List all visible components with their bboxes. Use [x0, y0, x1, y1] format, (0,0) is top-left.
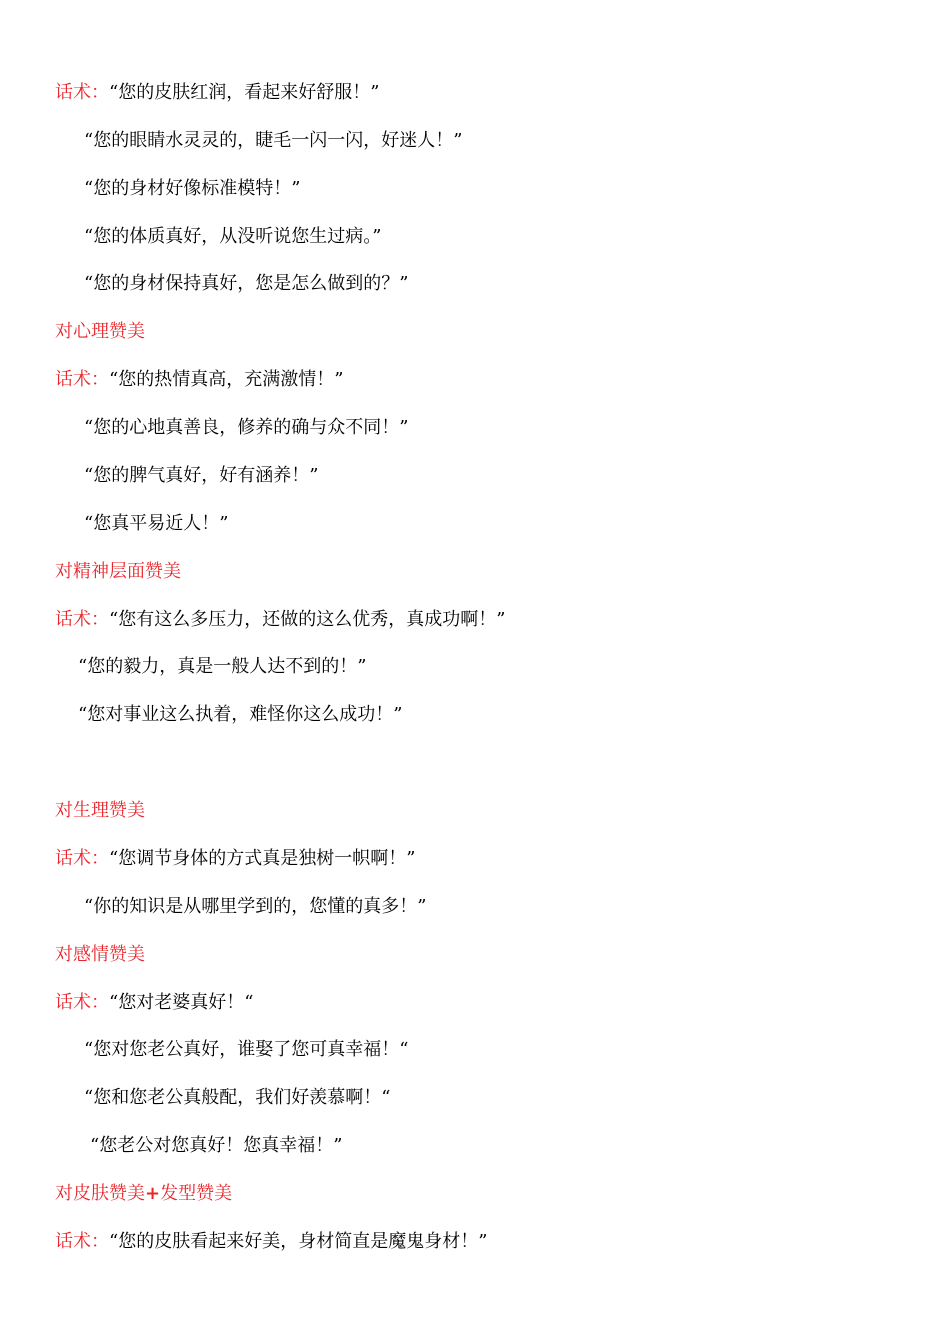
script-line: [84, 512, 228, 536]
script-text: “您的身材好像标准模特！”: [84, 178, 301, 199]
script-line: [84, 225, 381, 249]
script-line: [55, 368, 343, 392]
section-heading: [55, 943, 145, 967]
script-label: 话术：: [55, 992, 109, 1013]
script-text: “您的皮肤红润，看起来好舒服！”: [109, 82, 380, 103]
script-line: [55, 608, 505, 632]
script-line: [84, 129, 462, 153]
script-text: “您对老婆真好！“: [109, 992, 254, 1013]
script-text: “您和您老公真般配，我们好羡慕啊！“: [84, 1087, 391, 1108]
script-line: [84, 272, 408, 296]
script-text: “您老公对您真好！您真幸福！”: [90, 1135, 343, 1156]
script-label: 话术：: [55, 848, 109, 869]
script-line: [55, 1230, 487, 1254]
section-heading: [55, 560, 181, 584]
section-heading: [55, 799, 145, 823]
section-heading: [55, 1182, 232, 1206]
section-heading: [55, 320, 145, 344]
section-heading-text: 发型赞美: [160, 1183, 233, 1204]
script-text: “您对您老公真好，谁娶了您可真幸福！“: [84, 1039, 409, 1060]
script-text: “您真平易近人！”: [84, 513, 229, 534]
script-line: [55, 847, 415, 871]
script-text: “您有这么多压力，还做的这么优秀，真成功啊！”: [109, 609, 506, 630]
script-text: “您的身材保持真好，您是怎么做到的？”: [84, 273, 409, 294]
section-heading-text: 对感情赞美: [55, 944, 145, 965]
section-heading-text: 对皮肤赞美: [55, 1183, 145, 1204]
script-text: “您的眼睛水灵灵的，睫毛一闪一闪，好迷人！”: [84, 130, 463, 151]
script-label: 话术：: [55, 1231, 109, 1252]
script-line: [84, 1086, 390, 1110]
script-line: [55, 81, 379, 105]
script-text: “您的心地真善良，修养的确与众不同！”: [84, 417, 409, 438]
script-line: [90, 1134, 342, 1158]
script-text: “您调节身体的方式真是独树一帜啊！”: [109, 848, 416, 869]
script-label: 话术：: [55, 609, 109, 630]
section-heading-text: 对生理赞美: [55, 800, 145, 821]
script-text: “您对事业这么执着，难怪你这么成功！”: [78, 704, 403, 725]
script-line: [84, 895, 426, 919]
script-line: [55, 991, 253, 1015]
script-line: [78, 703, 402, 727]
script-line: [84, 416, 408, 440]
script-text: “您的热情真高，充满激情！”: [109, 369, 344, 390]
script-line: [84, 1038, 408, 1062]
script-text: “你的知识是从哪里学到的，您懂的真多！”: [84, 896, 427, 917]
script-label: 话术：: [55, 369, 109, 390]
script-line: [84, 177, 300, 201]
section-heading-plus: +: [145, 1183, 161, 1204]
script-line: [78, 655, 366, 679]
script-line: [84, 464, 318, 488]
section-heading-text: 对精神层面赞美: [55, 561, 181, 582]
section-heading-text: 对心理赞美: [55, 321, 145, 342]
script-text: “您的脾气真好，好有涵养！”: [84, 465, 319, 486]
script-text: “您的皮肤看起来好美，身材简直是魔鬼身材！”: [109, 1231, 488, 1252]
script-text: “您的体质真好，从没听说您生过病。”: [84, 226, 382, 247]
script-text: “您的毅力，真是一般人达不到的！”: [78, 656, 367, 677]
script-label: 话术：: [55, 82, 109, 103]
